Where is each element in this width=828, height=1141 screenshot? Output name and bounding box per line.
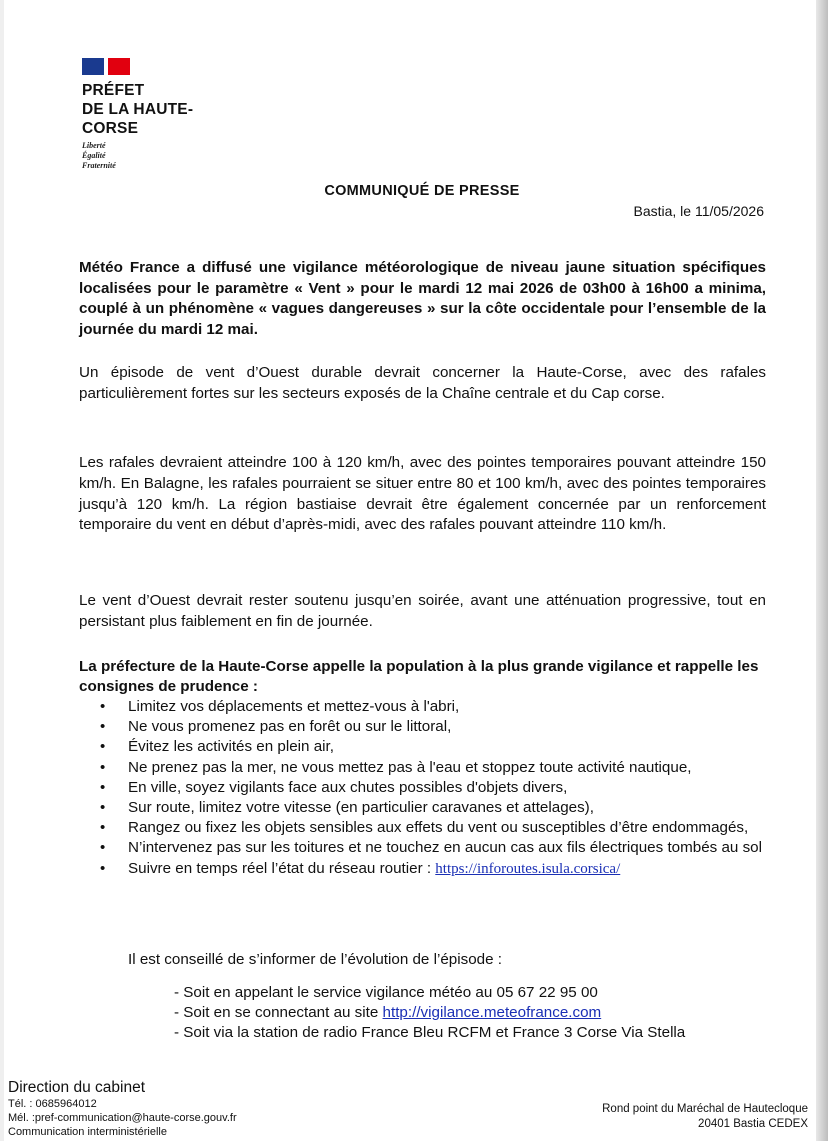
list-item xyxy=(79,859,769,880)
logo-line: PRÉFET xyxy=(82,82,145,99)
date-line: Bastia, le 11/05/2026 xyxy=(633,203,764,219)
list-item-text: Ne vous promenez pas en forêt ou sur le littoral, xyxy=(128,718,452,736)
footer-address xyxy=(602,1102,808,1132)
inforoutes-link[interactable]: https://inforoutes.isula.corsica/ xyxy=(435,860,621,877)
list-item-text: Suivre en temps réel l’état du réseau routier : xyxy=(128,859,436,877)
address-line: 20401 Bastia CEDEX xyxy=(698,1118,808,1130)
list-item-text: Limitez vos déplacements et mettez-vous à l'abri, xyxy=(128,698,460,715)
motto-line: Fraternité xyxy=(82,161,116,170)
republic-motto xyxy=(82,141,222,171)
vigilance-site-link[interactable]: http://vigilance.meteofrance.com xyxy=(382,1004,602,1021)
bullet-icon: • xyxy=(100,859,106,877)
page-edge-right xyxy=(816,0,828,1141)
bullet-icon: • xyxy=(100,738,106,756)
page-edge-left xyxy=(0,0,4,1141)
info-sources-list xyxy=(174,983,685,1043)
list-item xyxy=(79,737,769,757)
motto-line: Égalité xyxy=(82,151,106,160)
body-paragraph: Le vent d’Ouest devrait rester soutenu jusqu’en soirée, avant une atténuation progressive, tout en persistant plus faiblement en fin de journée. xyxy=(79,592,766,630)
bullet-icon: • xyxy=(100,778,106,796)
list-item xyxy=(79,838,769,858)
address-line: Rond point du Maréchal de Hautecloque xyxy=(602,1103,808,1115)
prefet-logo xyxy=(82,58,222,171)
logo-line: CORSE xyxy=(82,120,139,137)
footer-service: Communication interministérielle xyxy=(8,1126,167,1138)
logo-line: DE LA HAUTE- xyxy=(82,101,194,118)
bullet-icon: • xyxy=(100,798,106,816)
list-item-text: Ne prenez pas la mer, ne vous mettez pas à l'eau et stoppez toute activité nautique, xyxy=(128,758,692,776)
footer-mail: Mél. :pref-communication@haute-corse.gouv.fr xyxy=(8,1112,237,1124)
bullet-icon: • xyxy=(100,718,106,736)
footer-department: Direction du cabinet xyxy=(8,1079,145,1096)
bullet-icon: • xyxy=(100,819,106,837)
footer-tel: Tél. : 0685964012 xyxy=(8,1098,97,1110)
list-item xyxy=(79,778,769,798)
footer-contact xyxy=(8,1078,237,1139)
advice-text: Il est conseillé de s’informer de l’évolution de l’épisode : xyxy=(128,951,502,968)
body-paragraph: Les rafales devraient atteindre 100 à 120 km/h, avec des pointes temporaires pouvant atteindre 150 km/h. En Balagne, les rafales pourraient se situer entre 80 et 100 km/h, avec des pointes temporaires jusqu’à 120 km/h. La région bastiaise devrait être également concernée par un renforcement temporaire du vent en début d’après-midi, avec des rafales pouvant atteindre 110 km/h. xyxy=(79,454,766,534)
info-radio-line: - Soit via la station de radio France Bleu RCFM et France 3 Corse Via Stella xyxy=(174,1024,686,1041)
document-title: COMMUNIQUÉ DE PRESSE xyxy=(324,183,520,199)
info-site-prefix: - Soit en se connectant au site xyxy=(174,1004,383,1021)
list-item xyxy=(79,818,769,838)
list-item-text: Rangez ou fixez les objets sensibles aux effets du vent ou susceptibles d’être endommagés, xyxy=(128,819,749,837)
list-item-text: N’intervenez pas sur les toitures et ne touchez en aucun cas aux fils électriques tombés au sol xyxy=(128,839,762,857)
list-item-text: En ville, soyez vigilants face aux chutes possibles d'objets divers, xyxy=(128,778,568,796)
bullet-icon: • xyxy=(100,698,106,715)
french-flag-icon xyxy=(82,58,130,75)
appeal-heading: La préfecture de la Haute-Corse appelle la population à la plus grande vigilance et rappelle les consignes de prudence : xyxy=(79,658,759,695)
list-item-text: Évitez les activités en plein air, xyxy=(128,738,334,756)
lead-paragraph: Météo France a diffusé une vigilance météorologique de niveau jaune situation spécifiques localisées pour le paramètre « Vent » pour le mardi 12 mai 2026 de 03h00 à 16h00 a minima, couplé à un phénomène « vagues dangereuses » sur la côte occidentale pour l’ensemble de la journée du mardi 12 mai. xyxy=(79,259,766,338)
list-item xyxy=(79,697,769,717)
bullet-icon: • xyxy=(100,839,106,857)
list-item xyxy=(79,798,769,818)
info-site-line xyxy=(174,1003,685,1023)
bullet-icon: • xyxy=(100,758,106,776)
list-item-text: Sur route, limitez votre vitesse (en particulier caravanes et attelages), xyxy=(128,798,594,816)
info-phone-line: - Soit en appelant le service vigilance météo au 05 67 22 95 00 xyxy=(174,984,598,1001)
list-item xyxy=(79,758,769,778)
motto-line: Liberté xyxy=(82,141,106,150)
body-paragraph: Un épisode de vent d’Ouest durable devrait concerner la Haute-Corse, avec des rafales particulièrement fortes sur les secteurs exposés de la Chaîne centrale et du Cap corse. xyxy=(79,364,766,402)
list-item xyxy=(79,717,769,737)
safety-instructions-list xyxy=(79,697,769,880)
